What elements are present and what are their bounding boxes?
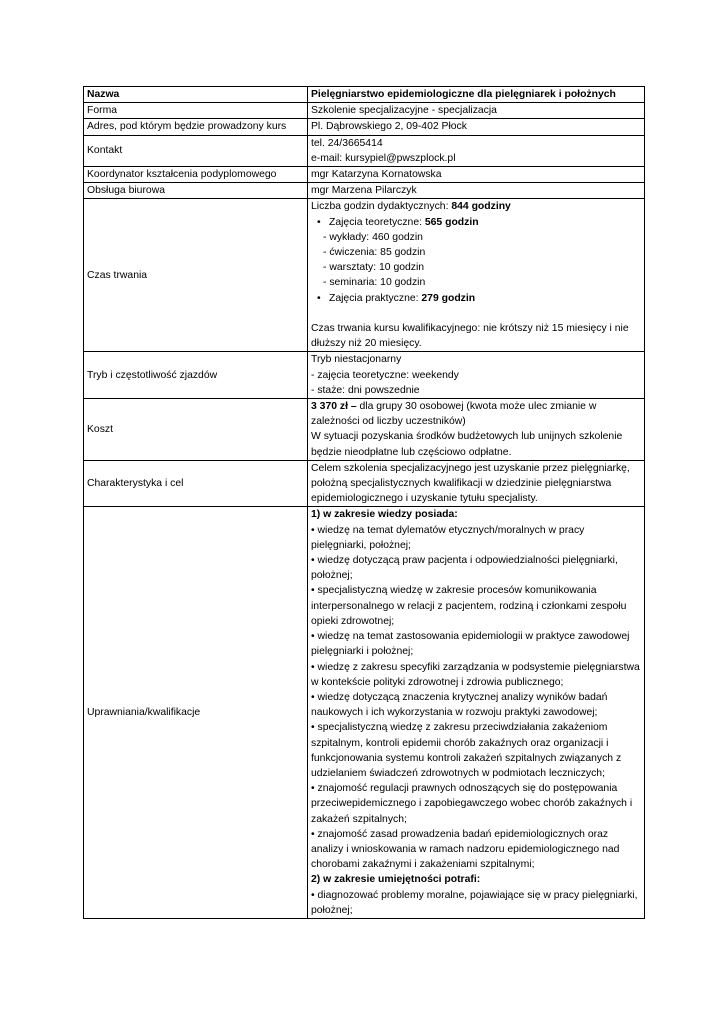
umiejetnosci-heading: 2) w zakresie umiejętności potrafi: [311, 874, 481, 886]
kontakt-email: e-mail: kursypiel@pwszplock.pl [311, 152, 456, 164]
row-uprawnienia [84, 507, 645, 918]
row-charakterystyka [84, 460, 645, 507]
row-koszt [84, 399, 645, 461]
course-title: Pielęgniarstwo epidemiologiczne dla pielęgniarek i położnych [308, 87, 645, 103]
row-obsluga [84, 183, 645, 199]
kontakt-value [308, 135, 645, 166]
koszt-note: W sytuacji pozyskania środków budżetowych lub unijnych szkolenie będzie nieodpłatne lub częściowo odpłatne. [311, 431, 623, 458]
czas-key: Czas trwania [84, 199, 308, 352]
koordynator-key: Koordynator kształcenia podyplomowego [84, 167, 308, 183]
wiedza-item-5: • wiedzę z zakresu specyfiki zarządzania w podsystemie pielęgniarstwa w kontekście polityki zdrowotnej i zdrowia publicznego; [311, 660, 641, 690]
koszt-key: Koszt [84, 399, 308, 461]
wiedza-item-1: • wiedzę na temat dylematów etycznych/moralnych w pracy pielęgniarki, położnej; [311, 523, 641, 553]
koszt-value [308, 399, 645, 461]
wiedza-item-2: • wiedzę dotyczącą praw pacjenta i odpowiedzialności pielęgniarki, położnej; [311, 553, 641, 583]
uprawnienia-value [308, 507, 645, 918]
czas-value [308, 199, 645, 352]
kontakt-key: Kontakt [84, 135, 308, 166]
charakterystyka-key: Charakterystyka i cel [84, 460, 308, 507]
forma-value: Szkolenie specjalizacyjne - specjalizacja [308, 103, 645, 119]
czas-sub-3: - warsztaty: 10 godzin [323, 262, 425, 274]
row-forma [84, 103, 645, 119]
obsluga-value: mgr Marzena Pilarczyk [308, 183, 645, 199]
forma-key: Forma [84, 103, 308, 119]
row-tryb [84, 352, 645, 399]
uprawnienia-key: Uprawniania/kwalifikacje [84, 507, 308, 918]
czas-practice: • Zajęcia praktyczne: 279 godzin [311, 291, 641, 306]
wiedza-heading: 1) w zakresie wiedzy posiada: [311, 509, 458, 521]
header-key: Nazwa [84, 87, 308, 103]
adres-value: Pl. Dąbrowskiego 2, 09-402 Płock [308, 119, 645, 135]
row-kontakt [84, 135, 645, 166]
wiedza-item-4: • wiedzę na temat zastosowania epidemiologii w praktyce zawodowej pielęgniarki i położnej; [311, 629, 641, 659]
wiedza-item-7: • specjalistyczną wiedzę z zakresu przeciwdziałania zakażeniom szpitalnym, kontroli epidemii chorób zakaźnych oraz organizacji i funkcjonowania systemu kontroli zakażeń szpitalnych związanych z udzielaniem świadczeń zdrowotnych w podmiotach leczniczych; [311, 720, 641, 781]
course-info-table [83, 86, 645, 919]
row-czas [84, 199, 645, 352]
tryb-line-3: - staże: dni powszednie [311, 384, 420, 396]
row-adres [84, 119, 645, 135]
kontakt-tel: tel. 24/3665414 [311, 137, 383, 149]
header-row [84, 87, 645, 103]
tryb-key: Tryb i częstotliwość zjazdów [84, 352, 308, 399]
czas-sub-1: - wykłady: 460 godzin [323, 231, 423, 243]
umiejetnosci-item-1: • diagnozować problemy moralne, pojawiające się w pracy pielęgniarki, położnej; [311, 888, 641, 918]
obsluga-key: Obsługa biurowa [84, 183, 308, 199]
wiedza-item-8: • znajomość regulacji prawnych odnoszących się do postępowania przeciwepidemicznego i zapobiegawczego wobec chorób zakaźnych i zakażeń szpitalnych; [311, 781, 641, 827]
czas-theory: • Zajęcia teoretyczne: 565 godzin [311, 215, 641, 230]
czas-sub-2: - ćwiczenia: 85 godzin [323, 247, 426, 259]
czas-total: Liczba godzin dydaktycznych: 844 godziny [311, 201, 511, 213]
koordynator-value: mgr Katarzyna Kornatowska [308, 167, 645, 183]
tryb-line-2: - zajęcia teoretyczne: weekendy [311, 369, 459, 381]
tryb-value [308, 352, 645, 399]
wiedza-item-6: • wiedzę dotyczącą znaczenia krytycznej analizy wyników badań naukowych i ich wykorzystania w rozwoju praktyki zawodowej; [311, 690, 641, 720]
czas-sub-4: - seminaria: 10 godzin [323, 277, 426, 289]
wiedza-item-3: • specjalistyczną wiedzę w zakresie procesów komunikowania interpersonalnego w relacji z pacjentem, rodziną i członkami zespołu opieki zdrowotnej; [311, 583, 641, 629]
wiedza-item-9: • znajomość zasad prowadzenia badań epidemiologicznych oraz analizy i wnioskowania w ramach nadzoru epidemiologicznego nad chorobami zakaźnymi i zakażeniami szpitalnymi; [311, 827, 641, 873]
tryb-line-1: Tryb niestacjonarny [311, 354, 402, 366]
czas-duration: Czas trwania kursu kwalifikacyjnego: nie krótszy niż 15 miesięcy i nie dłuższy niż 20 miesięcy. [311, 323, 629, 350]
charakterystyka-value: Celem szkolenia specjalizacyjnego jest uzyskanie przez pielęgniarkę, położną specjalistycznych kwalifikacji w dziedzinie pielęgniarstwa epidemiologicznego i uzyskanie tytułu specjalisty. [308, 460, 645, 507]
row-koordynator [84, 167, 645, 183]
adres-key: Adres, pod którym będzie prowadzony kurs [84, 119, 308, 135]
koszt-price-line: 3 370 zł – dla grupy 30 osobowej (kwota może ulec zmianie w zależności od liczby uczestników) [311, 401, 597, 428]
